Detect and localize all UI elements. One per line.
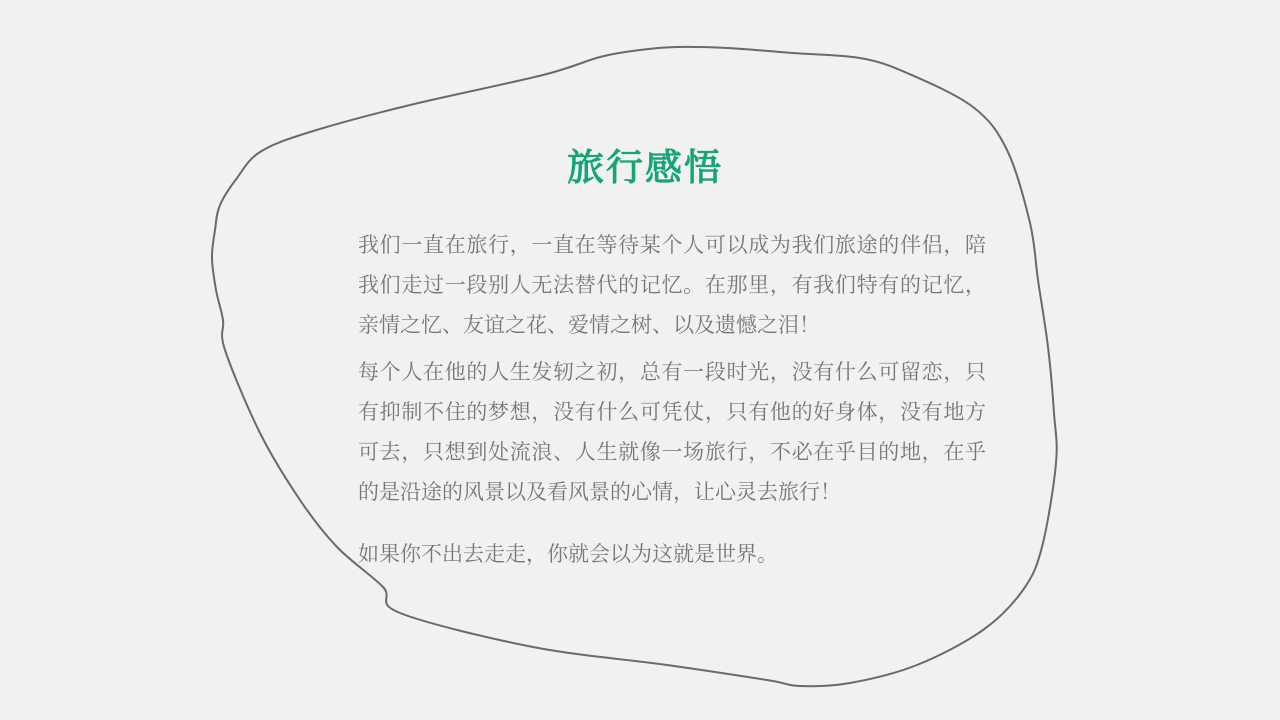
slide-title: 旅行感悟 xyxy=(567,147,723,188)
paragraph-travel-memories: 我们一直在旅行，一直在等待某个人可以成为我们旅途的伴侣，陪我们走过一段别人无法替代的记忆。在那里，有我们特有的记忆，亲情之忆、友谊之花、爱情之树、以及遗憾之泪！ xyxy=(358,234,986,337)
paragraph-life-journey: 每个人在他的人生发轫之初，总有一段时光，没有什么可留恋，只有抑制不住的梦想，没有什么可凭仗，只有他的好身体，没有地方可去，只想到处流浪、人生就像一场旅行，不必在乎目的地，在乎的是沿途的风景以及看风景的心情，让心灵去旅行！ xyxy=(358,361,986,504)
paragraph-world-quote: 如果你不出去走走，你就会以为这就是世界。 xyxy=(358,543,778,566)
slide-body-text xyxy=(358,226,986,575)
